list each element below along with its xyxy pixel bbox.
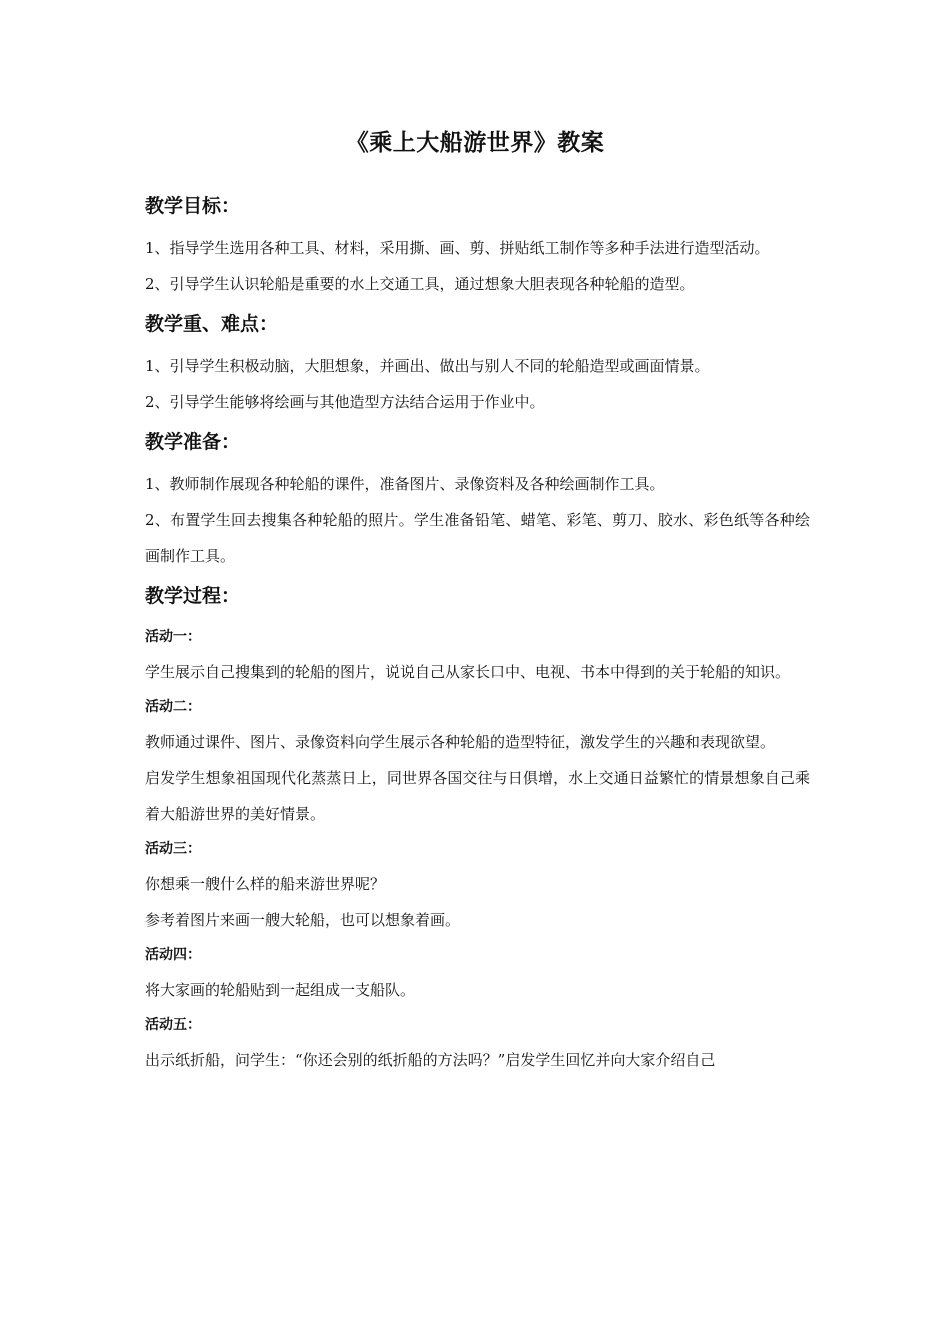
key-point-item: 1、引导学生积极动脑，大胆想象，并画出、做出与别人不同的轮船造型或画面情景。 — [145, 357, 710, 375]
document-title: 《乘上大船游世界》教案 — [345, 129, 605, 156]
activity-label: 活动一： — [145, 629, 201, 645]
section-process — [145, 580, 810, 1078]
activity-paragraph: 教师通过课件、图片、录像资料向学生展示各种轮船的造型特征，激发学生的兴趣和表现欲望。 — [145, 733, 776, 751]
section-heading-preparation: 教学准备： — [145, 431, 241, 453]
section-objectives — [145, 190, 810, 302]
objective-item: 2、引导学生认识轮船是重要的水上交通工具，通过想象大胆表现各种轮船的造型。 — [145, 275, 695, 293]
activity-paragraph: 出示纸折船，问学生：“你还会别的纸折船的方法吗？”启发学生回忆并向大家介绍自己 — [145, 1051, 716, 1069]
activity-label: 活动二： — [145, 699, 201, 715]
section-heading-key-points: 教学重、难点： — [145, 313, 279, 335]
preparation-item: 2、布置学生回去搜集各种轮船的照片。学生准备铅笔、蜡笔、彩笔、剪刀、胶水、彩色纸等各种绘画制作工具。 — [145, 511, 810, 565]
activity-label: 活动五： — [145, 1017, 201, 1033]
key-point-item: 2、引导学生能够将绘画与其他造型方法结合运用于作业中。 — [145, 393, 545, 411]
activity-paragraph: 将大家画的轮船贴到一起组成一支船队。 — [145, 981, 416, 999]
activity-label: 活动四： — [145, 947, 201, 963]
activity-paragraph: 启发学生想象祖国现代化蒸蒸日上，同世界各国交往与日俱增，水上交通日益繁忙的情景想象自己乘着大船游世界的美好情景。 — [145, 769, 810, 823]
activity-paragraph: 你想乘一艘什么样的船来游世界呢？ — [145, 875, 386, 893]
section-preparation — [145, 426, 810, 574]
activity-label: 活动三： — [145, 841, 201, 857]
preparation-item: 1、教师制作展现各种轮船的课件，准备图片、录像资料及各种绘画制作工具。 — [145, 475, 665, 493]
section-key-points — [145, 308, 810, 420]
document-body — [145, 190, 810, 1078]
section-heading-process: 教学过程： — [145, 585, 241, 607]
activity-paragraph: 参考着图片来画一艘大轮船，也可以想象着画。 — [145, 911, 461, 929]
section-heading-objectives: 教学目标： — [145, 195, 241, 217]
objective-item: 1、指导学生选用各种工具、材料，采用撕、画、剪、拼贴纸工制作等多种手法进行造型活动。 — [145, 239, 770, 257]
activity-paragraph: 学生展示自己搜集到的轮船的图片，说说自己从家长口中、电视、书本中得到的关于轮船的知识。 — [145, 663, 791, 681]
